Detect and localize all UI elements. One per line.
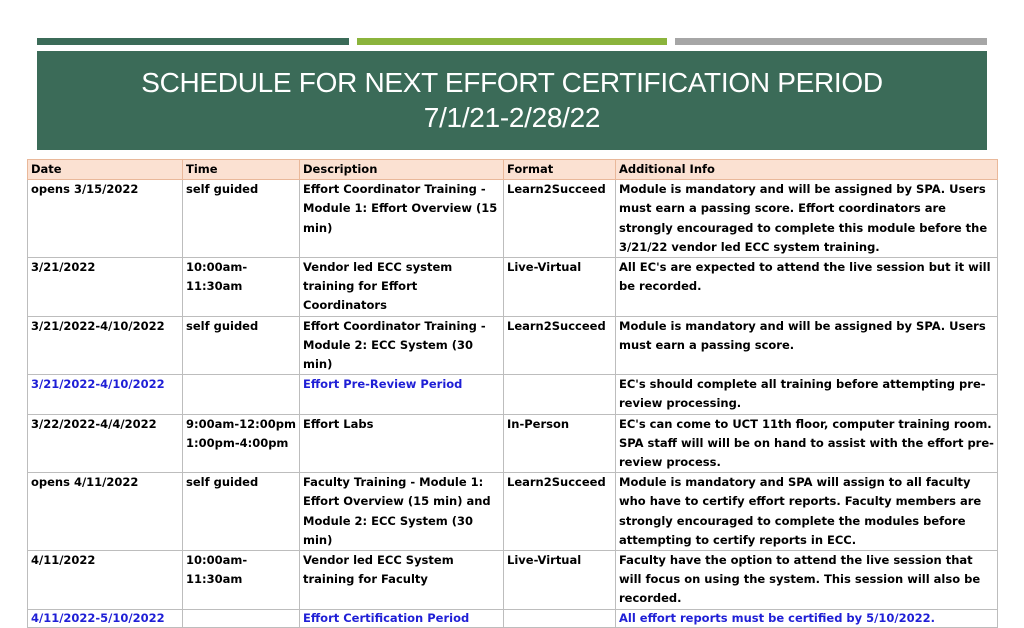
cell-info: EC's can come to UCT 11th floor, computer training room. SPA staff will will be on hand to assist with the effort pre-review process. <box>616 414 998 473</box>
cell-time: self guided <box>183 473 300 551</box>
cell-date: 3/21/2022-4/10/2022 <box>28 375 183 414</box>
cell-info: Module is mandatory and will be assigned by SPA. Users must earn a passing score. <box>616 316 998 375</box>
schedule-table <box>27 159 998 628</box>
cell-date: 4/11/2022-5/10/2022 <box>28 609 183 627</box>
table-row <box>28 473 998 551</box>
table-row <box>28 316 998 375</box>
header-description: Description <box>300 160 504 180</box>
header-additional-info: Additional Info <box>616 160 998 180</box>
cell-format: In-Person <box>504 414 616 473</box>
cell-time <box>183 375 300 414</box>
cell-date: 3/21/2022-4/10/2022 <box>28 316 183 375</box>
cell-date: 3/22/2022-4/4/2022 <box>28 414 183 473</box>
table-row <box>28 609 998 627</box>
header-format: Format <box>504 160 616 180</box>
cell-info: Module is mandatory and will be assigned by SPA. Users must earn a passing score. Effort coordinators are strongly encouraged to complete this module before the 3/21/22 vendor led ECC system training. <box>616 180 998 258</box>
accent-bar-light-green <box>357 38 667 45</box>
cell-description: Vendor led ECC System training for Faculty <box>300 551 504 610</box>
cell-info: All EC's are expected to attend the live session but it will be recorded. <box>616 258 998 317</box>
cell-description: Faculty Training - Module 1: Effort Overview (15 min) and Module 2: ECC System (30 min) <box>300 473 504 551</box>
cell-time: 9:00am-12:00pm 1:00pm-4:00pm <box>183 414 300 473</box>
cell-description: Effort Coordinator Training - Module 2: ECC System (30 min) <box>300 316 504 375</box>
cell-format: Learn2Succeed <box>504 316 616 375</box>
cell-format <box>504 609 616 627</box>
cell-description: Effort Certification Period <box>300 609 504 627</box>
cell-date: 4/11/2022 <box>28 551 183 610</box>
cell-description: Effort Labs <box>300 414 504 473</box>
cell-time <box>183 609 300 627</box>
accent-bar-gray <box>675 38 987 45</box>
cell-format: Learn2Succeed <box>504 473 616 551</box>
table-row <box>28 551 998 610</box>
cell-time: self guided <box>183 316 300 375</box>
table-header-row <box>28 160 998 180</box>
cell-date: opens 4/11/2022 <box>28 473 183 551</box>
slide-subtitle: 7/1/21-2/28/22 <box>423 102 601 133</box>
cell-format: Learn2Succeed <box>504 180 616 258</box>
table-row <box>28 180 998 258</box>
cell-time: self guided <box>183 180 300 258</box>
cell-info: All effort reports must be certified by 5/10/2022. <box>616 609 998 627</box>
cell-info: Faculty have the option to attend the live session that will focus on using the system. This session will also be recorded. <box>616 551 998 610</box>
cell-info: EC's should complete all training before attempting pre-review processing. <box>616 375 998 414</box>
table-row <box>28 375 998 414</box>
cell-date: 3/21/2022 <box>28 258 183 317</box>
cell-format: Live-Virtual <box>504 258 616 317</box>
cell-time: 10:00am-11:30am <box>183 551 300 610</box>
header-date: Date <box>28 160 183 180</box>
cell-description: Vendor led ECC system training for Effort Coordinators <box>300 258 504 317</box>
header-time: Time <box>183 160 300 180</box>
cell-description: Effort Coordinator Training - Module 1: Effort Overview (15 min) <box>300 180 504 258</box>
slide-title: SCHEDULE FOR NEXT EFFORT CERTIFICATION PERIOD <box>141 67 883 98</box>
cell-info: Module is mandatory and SPA will assign to all faculty who have to certify effort reports. Faculty members are strongly encouraged to complete the modules before attempting to certify reports in ECC. <box>616 473 998 551</box>
cell-format <box>504 375 616 414</box>
table-row <box>28 258 998 317</box>
cell-format: Live-Virtual <box>504 551 616 610</box>
table-row <box>28 414 998 473</box>
cell-description: Effort Pre-Review Period <box>300 375 504 414</box>
accent-bar-dark-green <box>37 38 349 45</box>
cell-time: 10:00am-11:30am <box>183 258 300 317</box>
title-banner <box>37 51 987 150</box>
cell-date: opens 3/15/2022 <box>28 180 183 258</box>
